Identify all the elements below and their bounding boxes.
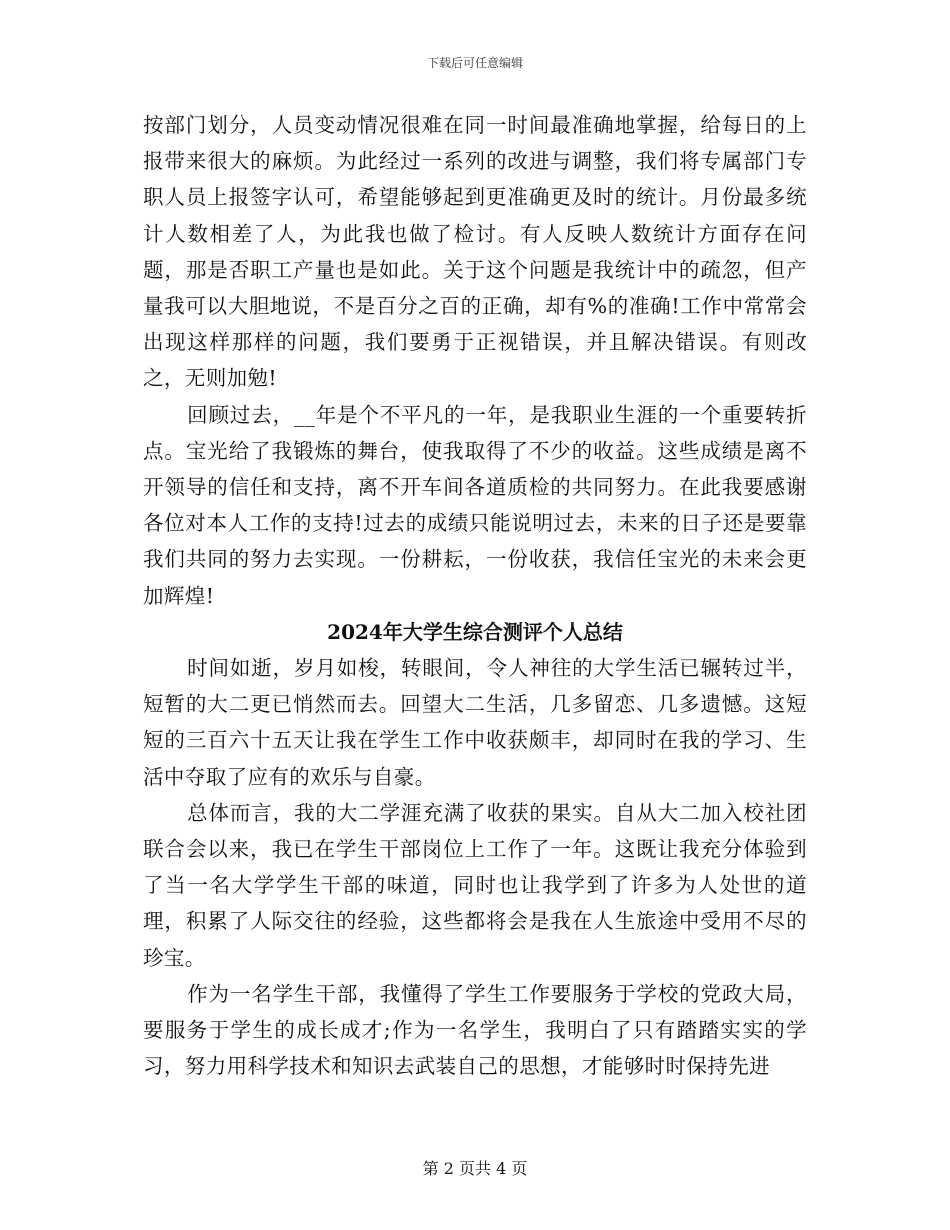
body-paragraph: 回顾过去，__年是个不平凡的一年，是我职业生涯的一个重要转折点。宝光给了我锻炼的舞台，使我取得了不少的收益。这些成绩是离不开领导的信任和支持，离不开车间各道质检的共同努力。在此我要感谢各位对本人工作的支持!过去的成绩只能说明过去，未来的日子还是要靠我们共同的努力去实现。一份耕耘，一份收获，我信任宝光的未来会更加辉煌! bbox=[143, 402, 807, 608]
document-body bbox=[143, 107, 807, 1084]
page-header: 下载后可任意编辑 bbox=[426, 56, 523, 70]
body-paragraph: 时间如逝，岁月如梭，转眼间，令人神往的大学生活已辗转过半，短暂的大二更已悄然而去。回望大二生活，几多留恋、几多遗憾。这短短的三百六十五天让我在学生工作中收获颇丰，却同时在我的学习、生活中夺取了应有的欢乐与自豪。 bbox=[143, 656, 807, 789]
body-paragraph: 总体而言，我的大二学涯充满了收获的果实。自从大二加入校社团联合会以来，我已在学生干部岗位上工作了一年。这既让我充分体验到了当一名大学学生干部的味道，同时也让我学到了许多为人处世的道理，积累了人际交往的经验，这些都将会是我在人生旅途中受用不尽的珍宝。 bbox=[143, 800, 807, 970]
body-paragraph: 作为一名学生干部，我懂得了学生工作要服务于学校的党政大局，要服务于学生的成长成才;作为一名学生，我明白了只有踏踏实实的学习，努力用科学技术和知识去武装自己的思想，才能够时时保持先进 bbox=[143, 981, 807, 1079]
body-paragraph: 按部门划分，人员变动情况很难在同一时间最准确地掌握，给每日的上报带来很大的麻烦。为此经过一系列的改进与调整，我们将专属部门专职人员上报签字认可，希望能够起到更准确更及时的统计。月份最多统计人数相差了人，为此我也做了检讨。有人反映人数统计方面存在问题，那是否职工产量也是如此。关于这个问题是我统计中的疏忽，但产量我可以大胆地说，不是百分之百的正确，却有%的准确!工作中常常会出现这样那样的问题，我们要勇于正视错误，并且解决错误。有则改之，无则加勉! bbox=[143, 113, 807, 391]
page-footer: 第 2 页共 4 页 bbox=[422, 1159, 528, 1178]
section-title: 2024年大学生综合测评个人总结 bbox=[327, 619, 623, 644]
